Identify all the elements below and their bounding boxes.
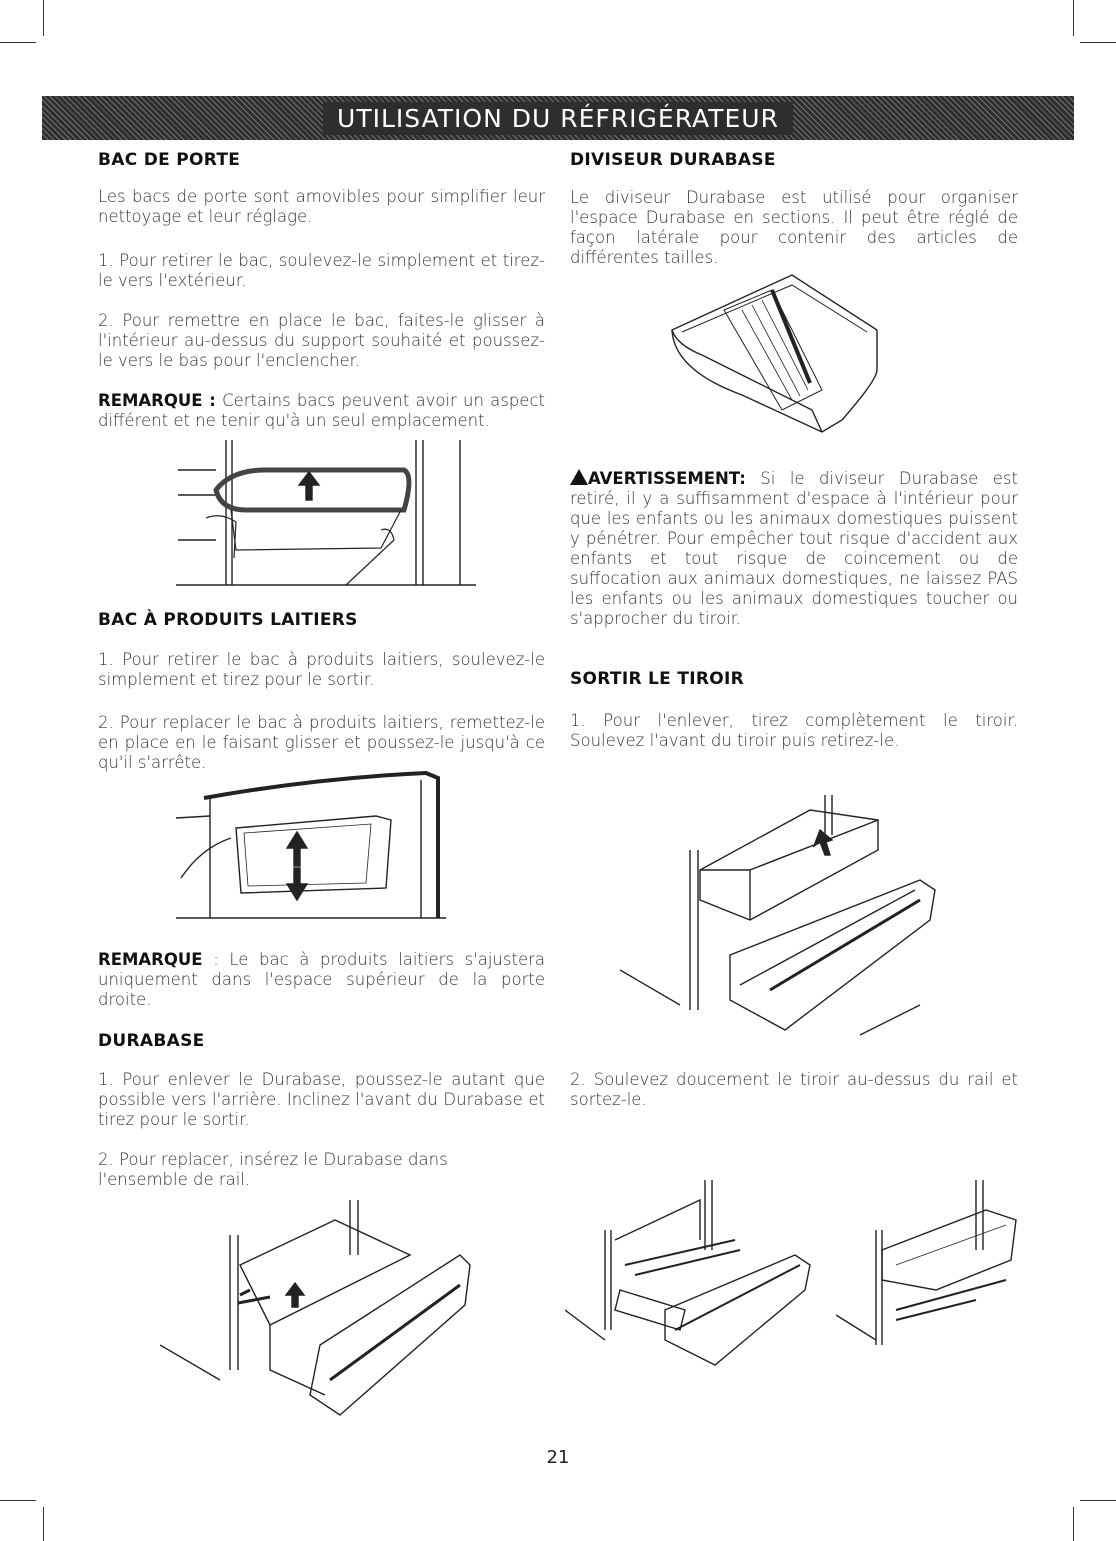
durabase-heading: DURABASE <box>98 1031 205 1051</box>
dairy-bin-step-1: 1. Pour retirer le bac à produits laitiers, soulevez-le simplement et tirez pour le sortir. <box>98 650 545 689</box>
crop-mark <box>1073 0 1074 36</box>
warning-label <box>570 469 746 488</box>
page-number: 21 <box>546 1447 570 1468</box>
durabase-divider-illustration <box>662 270 882 440</box>
durabase-step-1: 1. Pour enlever le Durabase, poussez-le autant que possible vers l'arrière. Inclinez l'avant du Durabase et tirez pour le sortir. <box>98 1070 545 1129</box>
drawer-removal-illustration-2 <box>565 1180 825 1370</box>
drawer-step-2: 2. Soulevez doucement le tiroir au-dessus du rail et sortez-le. <box>570 1070 1018 1109</box>
dairy-bin-step-2: 2. Pour replacer le bac à produits laitiers, remettez-le en place en le faisant glisser et poussez-le jusqu'à ce qu'il s'arrête. <box>98 713 545 772</box>
warning-text: Si le diviseur Durabase est retiré, il y a suffisamment d'espace à l'intérieur pour que les enfants ou les animaux domestiques puissent y pénétrer. Pour empêcher tout risque d'accident aux enfants et tout risque de coincement ou de suffocation aux animaux domestiques, ne laissez PAS les enfants ou les animaux domestiques toucher ou s'approcher du tiroir. <box>570 469 1018 628</box>
crop-mark <box>1080 42 1116 43</box>
drawer-heading: SORTIR LE TIROIR <box>570 669 744 689</box>
door-bin-step-1: 1. Pour retirer le bac, soulevez-le simplement et tirez-le vers l'extérieur. <box>98 251 545 290</box>
drawer-removal-illustration-1 <box>620 790 940 1040</box>
section-banner <box>42 96 1074 140</box>
dairy-bin-note <box>98 950 545 1010</box>
drawer-removal-illustration-3 <box>836 1180 1026 1370</box>
durabase-step-2: 2. Pour replacer, insérez le Durabase dans l'ensemble de rail. <box>98 1150 448 1189</box>
door-bin-intro: Les bacs de porte sont amovibles pour simplifier leur nettoyage et leur réglage. <box>98 187 545 226</box>
warning-icon <box>570 469 588 485</box>
door-bin-heading: BAC DE PORTE <box>98 150 241 170</box>
note-label: REMARQUE : <box>98 391 216 410</box>
crop-mark <box>0 42 36 43</box>
door-bin-note <box>98 391 545 431</box>
door-bin-illustration <box>176 440 476 590</box>
divider-heading: DIVISEUR DURABASE <box>570 150 776 170</box>
dairy-bin-illustration <box>176 768 451 923</box>
crop-mark <box>1080 1500 1116 1501</box>
drawer-step-1: 1. Pour l'enlever, tirez complètement le tiroir. Soulevez l'avant du tiroir puis retirez-le. <box>570 711 1018 750</box>
note-text: : Le bac à produits laitiers s'ajustera uniquement dans l'espace supérieur de la porte droite. <box>98 950 545 1009</box>
crop-mark <box>43 1507 44 1541</box>
door-bin-step-2: 2. Pour remettre en place le bac, faites-le glisser à l'intérieur au-dessus du support souhaité et poussez-le vers le bas pour l'enclencher. <box>98 311 545 370</box>
dairy-bin-heading: BAC À PRODUITS LAITIERS <box>98 610 358 630</box>
section-title: UTILISATION DU RÉFRIGÉRATEUR <box>323 102 793 135</box>
durabase-removal-illustration <box>160 1195 480 1425</box>
note-text: Certains bacs peuvent avoir un aspect différent et ne tenir qu'à un seul emplacement. <box>98 391 545 430</box>
crop-mark <box>43 0 44 36</box>
divider-intro: Le diviseur Durabase est utilisé pour organiser l'espace Durabase en sections. Il peut être réglé de façon latérale pour contenir des articles de différentes tailles. <box>570 188 1018 267</box>
crop-mark <box>1073 1507 1074 1541</box>
note-label: REMARQUE <box>98 950 203 969</box>
crop-mark <box>0 1500 36 1501</box>
warning-label-text: AVERTISSEMENT: <box>588 469 746 488</box>
divider-warning <box>570 469 1018 629</box>
